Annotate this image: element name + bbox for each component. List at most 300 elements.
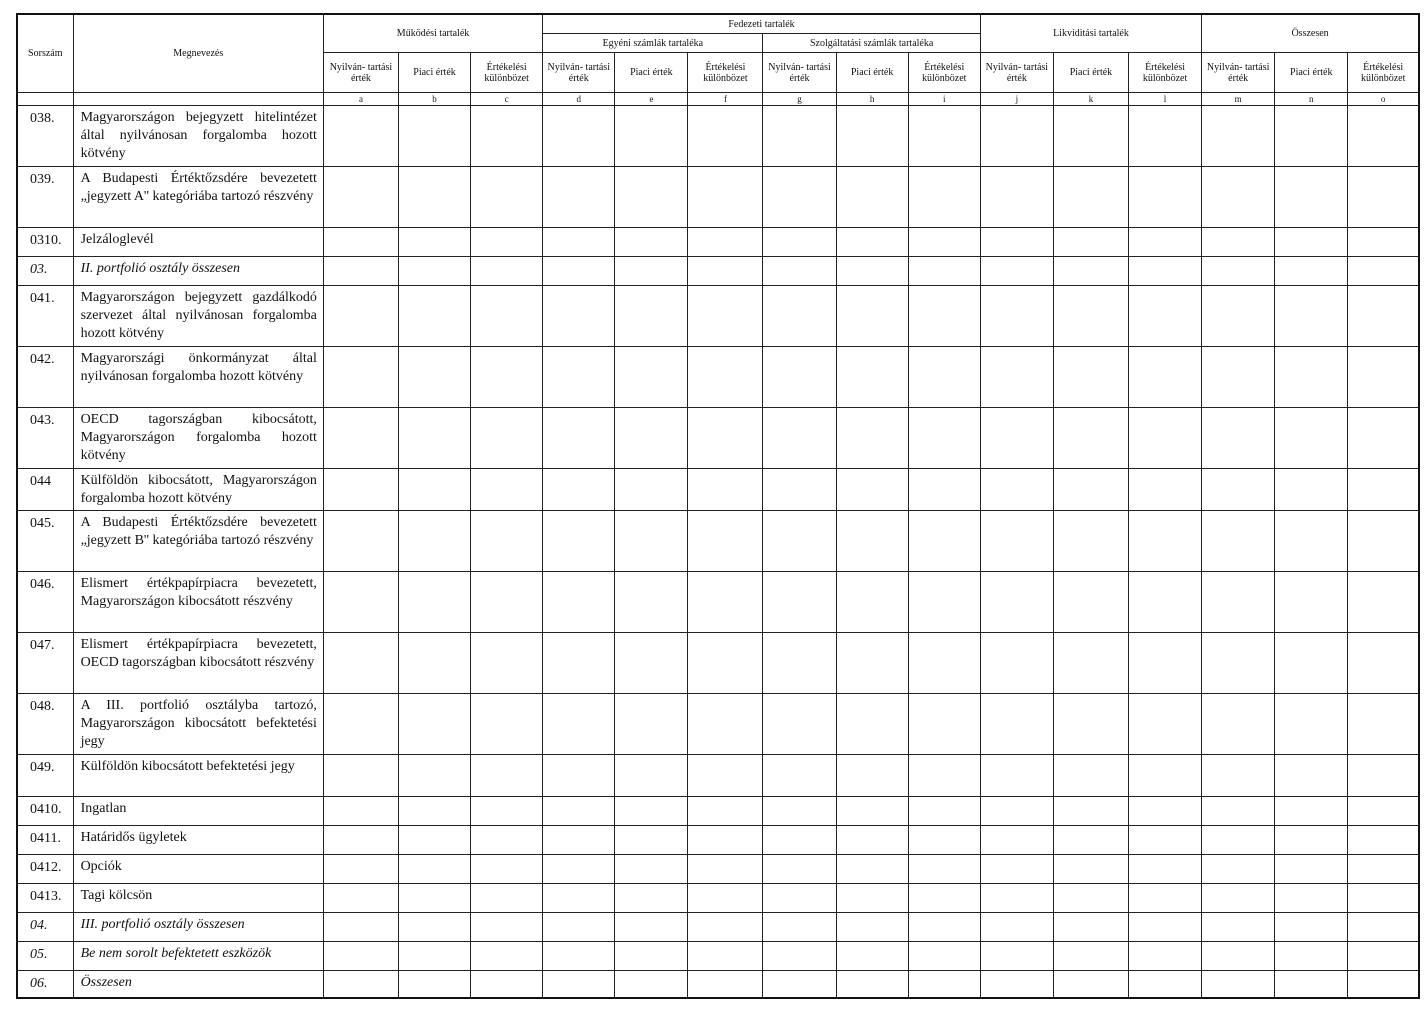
value-cell[interactable] (323, 826, 398, 855)
value-cell[interactable] (908, 633, 980, 694)
value-cell[interactable] (1348, 106, 1419, 167)
value-cell[interactable] (763, 855, 836, 884)
value-cell[interactable] (1275, 633, 1348, 694)
value-cell[interactable] (908, 797, 980, 826)
value-cell[interactable] (1129, 286, 1202, 347)
value-cell[interactable] (980, 826, 1053, 855)
value-cell[interactable] (323, 755, 398, 797)
value-cell[interactable] (1129, 971, 1202, 999)
value-cell[interactable] (1275, 106, 1348, 167)
value-cell[interactable] (471, 572, 543, 633)
value-cell[interactable] (1348, 913, 1419, 942)
value-cell[interactable] (1275, 694, 1348, 755)
value-cell[interactable] (836, 855, 908, 884)
value-cell[interactable] (543, 347, 615, 408)
value-cell[interactable] (543, 826, 615, 855)
value-cell[interactable] (471, 511, 543, 572)
value-cell[interactable] (763, 797, 836, 826)
value-cell[interactable] (323, 633, 398, 694)
value-cell[interactable] (1275, 855, 1348, 884)
value-cell[interactable] (688, 855, 763, 884)
value-cell[interactable] (763, 694, 836, 755)
value-cell[interactable] (323, 167, 398, 228)
value-cell[interactable] (543, 633, 615, 694)
value-cell[interactable] (763, 572, 836, 633)
value-cell[interactable] (543, 942, 615, 971)
value-cell[interactable] (471, 826, 543, 855)
value-cell[interactable] (763, 633, 836, 694)
value-cell[interactable] (688, 694, 763, 755)
value-cell[interactable] (908, 884, 980, 913)
value-cell[interactable] (1053, 971, 1128, 999)
value-cell[interactable] (323, 347, 398, 408)
value-cell[interactable] (1202, 106, 1275, 167)
value-cell[interactable] (763, 286, 836, 347)
value-cell[interactable] (398, 106, 470, 167)
value-cell[interactable] (688, 572, 763, 633)
value-cell[interactable] (471, 347, 543, 408)
value-cell[interactable] (836, 286, 908, 347)
value-cell[interactable] (1129, 913, 1202, 942)
value-cell[interactable] (1275, 942, 1348, 971)
value-cell[interactable] (398, 286, 470, 347)
value-cell[interactable] (908, 913, 980, 942)
value-cell[interactable] (1202, 694, 1275, 755)
value-cell[interactable] (763, 511, 836, 572)
value-cell[interactable] (323, 257, 398, 286)
value-cell[interactable] (398, 797, 470, 826)
value-cell[interactable] (1202, 286, 1275, 347)
value-cell[interactable] (543, 408, 615, 469)
value-cell[interactable] (615, 826, 688, 855)
value-cell[interactable] (1129, 469, 1202, 511)
value-cell[interactable] (543, 511, 615, 572)
value-cell[interactable] (836, 971, 908, 999)
value-cell[interactable] (1275, 228, 1348, 257)
value-cell[interactable] (1053, 257, 1128, 286)
value-cell[interactable] (980, 855, 1053, 884)
value-cell[interactable] (688, 286, 763, 347)
value-cell[interactable] (980, 257, 1053, 286)
value-cell[interactable] (980, 797, 1053, 826)
value-cell[interactable] (836, 408, 908, 469)
value-cell[interactable] (471, 469, 543, 511)
value-cell[interactable] (763, 408, 836, 469)
value-cell[interactable] (1275, 826, 1348, 855)
value-cell[interactable] (323, 228, 398, 257)
value-cell[interactable] (763, 913, 836, 942)
value-cell[interactable] (1348, 286, 1419, 347)
value-cell[interactable] (543, 797, 615, 826)
value-cell[interactable] (1053, 913, 1128, 942)
value-cell[interactable] (836, 826, 908, 855)
value-cell[interactable] (1202, 257, 1275, 286)
value-cell[interactable] (688, 228, 763, 257)
value-cell[interactable] (1348, 572, 1419, 633)
value-cell[interactable] (908, 971, 980, 999)
value-cell[interactable] (543, 286, 615, 347)
value-cell[interactable] (543, 228, 615, 257)
value-cell[interactable] (615, 572, 688, 633)
value-cell[interactable] (908, 106, 980, 167)
value-cell[interactable] (980, 755, 1053, 797)
value-cell[interactable] (543, 106, 615, 167)
value-cell[interactable] (471, 942, 543, 971)
value-cell[interactable] (1129, 511, 1202, 572)
value-cell[interactable] (1053, 572, 1128, 633)
value-cell[interactable] (323, 408, 398, 469)
value-cell[interactable] (323, 884, 398, 913)
value-cell[interactable] (323, 572, 398, 633)
value-cell[interactable] (1275, 408, 1348, 469)
value-cell[interactable] (908, 408, 980, 469)
value-cell[interactable] (763, 257, 836, 286)
value-cell[interactable] (615, 408, 688, 469)
value-cell[interactable] (1129, 257, 1202, 286)
value-cell[interactable] (543, 694, 615, 755)
value-cell[interactable] (323, 797, 398, 826)
value-cell[interactable] (836, 913, 908, 942)
value-cell[interactable] (1053, 633, 1128, 694)
value-cell[interactable] (908, 228, 980, 257)
value-cell[interactable] (688, 511, 763, 572)
value-cell[interactable] (471, 971, 543, 999)
value-cell[interactable] (323, 913, 398, 942)
value-cell[interactable] (1202, 633, 1275, 694)
value-cell[interactable] (908, 572, 980, 633)
value-cell[interactable] (471, 167, 543, 228)
value-cell[interactable] (1202, 167, 1275, 228)
value-cell[interactable] (615, 228, 688, 257)
value-cell[interactable] (398, 942, 470, 971)
value-cell[interactable] (836, 469, 908, 511)
value-cell[interactable] (980, 286, 1053, 347)
value-cell[interactable] (1202, 913, 1275, 942)
value-cell[interactable] (908, 257, 980, 286)
value-cell[interactable] (615, 755, 688, 797)
value-cell[interactable] (908, 942, 980, 971)
value-cell[interactable] (1348, 167, 1419, 228)
value-cell[interactable] (1275, 797, 1348, 826)
value-cell[interactable] (980, 167, 1053, 228)
value-cell[interactable] (908, 755, 980, 797)
value-cell[interactable] (980, 942, 1053, 971)
value-cell[interactable] (763, 971, 836, 999)
value-cell[interactable] (1202, 469, 1275, 511)
value-cell[interactable] (980, 884, 1053, 913)
value-cell[interactable] (543, 469, 615, 511)
value-cell[interactable] (1202, 228, 1275, 257)
value-cell[interactable] (836, 572, 908, 633)
value-cell[interactable] (398, 469, 470, 511)
value-cell[interactable] (908, 826, 980, 855)
value-cell[interactable] (836, 347, 908, 408)
value-cell[interactable] (1275, 167, 1348, 228)
value-cell[interactable] (763, 228, 836, 257)
value-cell[interactable] (398, 228, 470, 257)
value-cell[interactable] (688, 167, 763, 228)
value-cell[interactable] (398, 971, 470, 999)
value-cell[interactable] (688, 884, 763, 913)
value-cell[interactable] (1202, 942, 1275, 971)
value-cell[interactable] (1129, 347, 1202, 408)
value-cell[interactable] (398, 511, 470, 572)
value-cell[interactable] (615, 511, 688, 572)
value-cell[interactable] (688, 797, 763, 826)
value-cell[interactable] (1275, 257, 1348, 286)
value-cell[interactable] (1053, 797, 1128, 826)
value-cell[interactable] (763, 942, 836, 971)
value-cell[interactable] (908, 167, 980, 228)
value-cell[interactable] (398, 694, 470, 755)
value-cell[interactable] (615, 855, 688, 884)
value-cell[interactable] (471, 855, 543, 884)
value-cell[interactable] (615, 257, 688, 286)
value-cell[interactable] (323, 511, 398, 572)
value-cell[interactable] (1348, 755, 1419, 797)
value-cell[interactable] (1275, 572, 1348, 633)
value-cell[interactable] (1053, 884, 1128, 913)
value-cell[interactable] (763, 826, 836, 855)
value-cell[interactable] (688, 408, 763, 469)
value-cell[interactable] (1348, 884, 1419, 913)
value-cell[interactable] (323, 942, 398, 971)
value-cell[interactable] (1348, 855, 1419, 884)
value-cell[interactable] (615, 286, 688, 347)
value-cell[interactable] (471, 106, 543, 167)
value-cell[interactable] (1202, 884, 1275, 913)
value-cell[interactable] (980, 971, 1053, 999)
value-cell[interactable] (471, 755, 543, 797)
value-cell[interactable] (471, 797, 543, 826)
value-cell[interactable] (1053, 408, 1128, 469)
value-cell[interactable] (688, 971, 763, 999)
value-cell[interactable] (1275, 347, 1348, 408)
value-cell[interactable] (471, 286, 543, 347)
value-cell[interactable] (1348, 942, 1419, 971)
value-cell[interactable] (543, 884, 615, 913)
value-cell[interactable] (836, 167, 908, 228)
value-cell[interactable] (543, 971, 615, 999)
value-cell[interactable] (1053, 755, 1128, 797)
value-cell[interactable] (1275, 884, 1348, 913)
value-cell[interactable] (908, 694, 980, 755)
value-cell[interactable] (323, 971, 398, 999)
value-cell[interactable] (908, 855, 980, 884)
value-cell[interactable] (398, 755, 470, 797)
value-cell[interactable] (543, 572, 615, 633)
value-cell[interactable] (1348, 826, 1419, 855)
value-cell[interactable] (615, 971, 688, 999)
value-cell[interactable] (543, 167, 615, 228)
value-cell[interactable] (1129, 942, 1202, 971)
value-cell[interactable] (688, 913, 763, 942)
value-cell[interactable] (763, 106, 836, 167)
value-cell[interactable] (398, 633, 470, 694)
value-cell[interactable] (398, 408, 470, 469)
value-cell[interactable] (1275, 755, 1348, 797)
value-cell[interactable] (543, 257, 615, 286)
value-cell[interactable] (1129, 633, 1202, 694)
value-cell[interactable] (1129, 884, 1202, 913)
value-cell[interactable] (1202, 826, 1275, 855)
value-cell[interactable] (1129, 572, 1202, 633)
value-cell[interactable] (1348, 347, 1419, 408)
value-cell[interactable] (688, 106, 763, 167)
value-cell[interactable] (1129, 694, 1202, 755)
value-cell[interactable] (980, 347, 1053, 408)
value-cell[interactable] (1053, 511, 1128, 572)
value-cell[interactable] (1202, 347, 1275, 408)
value-cell[interactable] (1053, 228, 1128, 257)
value-cell[interactable] (1275, 511, 1348, 572)
value-cell[interactable] (688, 347, 763, 408)
value-cell[interactable] (980, 408, 1053, 469)
value-cell[interactable] (615, 942, 688, 971)
value-cell[interactable] (398, 347, 470, 408)
value-cell[interactable] (1202, 408, 1275, 469)
value-cell[interactable] (543, 755, 615, 797)
value-cell[interactable] (1202, 797, 1275, 826)
value-cell[interactable] (323, 106, 398, 167)
value-cell[interactable] (1348, 694, 1419, 755)
value-cell[interactable] (980, 572, 1053, 633)
value-cell[interactable] (1053, 106, 1128, 167)
value-cell[interactable] (615, 347, 688, 408)
value-cell[interactable] (615, 913, 688, 942)
value-cell[interactable] (1053, 167, 1128, 228)
value-cell[interactable] (471, 228, 543, 257)
value-cell[interactable] (1348, 228, 1419, 257)
value-cell[interactable] (688, 257, 763, 286)
value-cell[interactable] (1202, 855, 1275, 884)
value-cell[interactable] (1129, 797, 1202, 826)
value-cell[interactable] (688, 942, 763, 971)
value-cell[interactable] (615, 694, 688, 755)
value-cell[interactable] (471, 913, 543, 942)
value-cell[interactable] (323, 469, 398, 511)
value-cell[interactable] (688, 633, 763, 694)
value-cell[interactable] (836, 257, 908, 286)
value-cell[interactable] (398, 826, 470, 855)
value-cell[interactable] (615, 106, 688, 167)
value-cell[interactable] (1348, 797, 1419, 826)
value-cell[interactable] (471, 257, 543, 286)
value-cell[interactable] (1348, 469, 1419, 511)
value-cell[interactable] (471, 633, 543, 694)
value-cell[interactable] (688, 469, 763, 511)
value-cell[interactable] (398, 884, 470, 913)
value-cell[interactable] (615, 633, 688, 694)
value-cell[interactable] (836, 755, 908, 797)
value-cell[interactable] (398, 167, 470, 228)
value-cell[interactable] (323, 286, 398, 347)
value-cell[interactable] (836, 942, 908, 971)
value-cell[interactable] (908, 347, 980, 408)
value-cell[interactable] (1053, 469, 1128, 511)
value-cell[interactable] (1129, 167, 1202, 228)
value-cell[interactable] (1275, 971, 1348, 999)
value-cell[interactable] (836, 511, 908, 572)
value-cell[interactable] (1348, 408, 1419, 469)
value-cell[interactable] (688, 826, 763, 855)
value-cell[interactable] (688, 755, 763, 797)
value-cell[interactable] (980, 469, 1053, 511)
value-cell[interactable] (763, 755, 836, 797)
value-cell[interactable] (323, 694, 398, 755)
value-cell[interactable] (543, 913, 615, 942)
value-cell[interactable] (1053, 855, 1128, 884)
value-cell[interactable] (398, 913, 470, 942)
value-cell[interactable] (763, 167, 836, 228)
value-cell[interactable] (980, 228, 1053, 257)
value-cell[interactable] (1129, 755, 1202, 797)
value-cell[interactable] (615, 167, 688, 228)
value-cell[interactable] (615, 797, 688, 826)
value-cell[interactable] (980, 106, 1053, 167)
value-cell[interactable] (398, 257, 470, 286)
value-cell[interactable] (1348, 511, 1419, 572)
value-cell[interactable] (615, 884, 688, 913)
value-cell[interactable] (1348, 971, 1419, 999)
value-cell[interactable] (323, 855, 398, 884)
value-cell[interactable] (763, 884, 836, 913)
value-cell[interactable] (908, 469, 980, 511)
value-cell[interactable] (980, 694, 1053, 755)
value-cell[interactable] (980, 511, 1053, 572)
value-cell[interactable] (836, 694, 908, 755)
value-cell[interactable] (615, 469, 688, 511)
value-cell[interactable] (398, 855, 470, 884)
value-cell[interactable] (836, 797, 908, 826)
value-cell[interactable] (1202, 511, 1275, 572)
value-cell[interactable] (1129, 408, 1202, 469)
value-cell[interactable] (1053, 347, 1128, 408)
value-cell[interactable] (836, 106, 908, 167)
value-cell[interactable] (908, 286, 980, 347)
value-cell[interactable] (1129, 106, 1202, 167)
value-cell[interactable] (1202, 572, 1275, 633)
value-cell[interactable] (1053, 286, 1128, 347)
value-cell[interactable] (1053, 942, 1128, 971)
value-cell[interactable] (1129, 855, 1202, 884)
value-cell[interactable] (980, 913, 1053, 942)
value-cell[interactable] (1275, 469, 1348, 511)
value-cell[interactable] (836, 633, 908, 694)
value-cell[interactable] (908, 511, 980, 572)
value-cell[interactable] (471, 694, 543, 755)
value-cell[interactable] (1348, 633, 1419, 694)
value-cell[interactable] (836, 884, 908, 913)
value-cell[interactable] (1053, 826, 1128, 855)
value-cell[interactable] (1053, 694, 1128, 755)
value-cell[interactable] (1129, 228, 1202, 257)
value-cell[interactable] (1202, 755, 1275, 797)
value-cell[interactable] (471, 408, 543, 469)
value-cell[interactable] (1275, 913, 1348, 942)
value-cell[interactable] (543, 855, 615, 884)
value-cell[interactable] (763, 347, 836, 408)
value-cell[interactable] (1202, 971, 1275, 999)
value-cell[interactable] (836, 228, 908, 257)
value-cell[interactable] (980, 633, 1053, 694)
value-cell[interactable] (398, 572, 470, 633)
value-cell[interactable] (763, 469, 836, 511)
value-cell[interactable] (471, 884, 543, 913)
value-cell[interactable] (1275, 286, 1348, 347)
value-cell[interactable] (1348, 257, 1419, 286)
value-cell[interactable] (1129, 826, 1202, 855)
